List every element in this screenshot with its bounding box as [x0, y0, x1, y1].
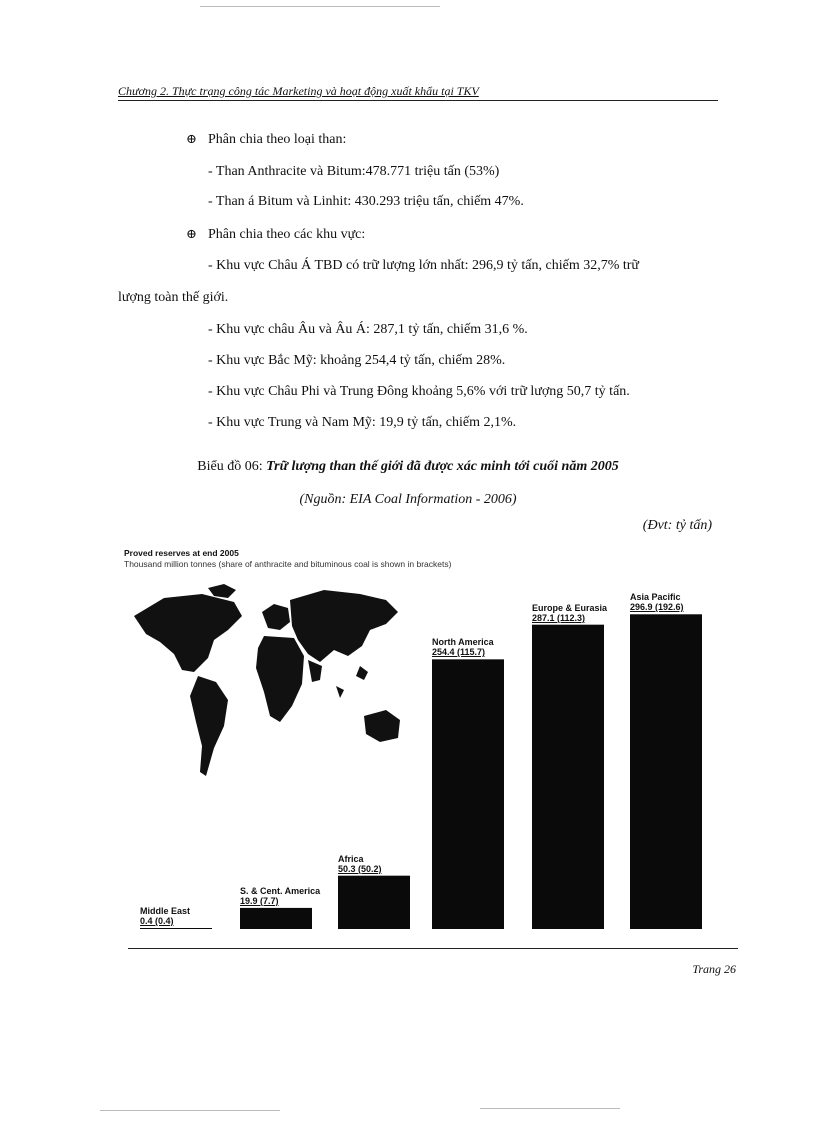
list-item: - Khu vực Châu Á TBD có trữ lượng lớn nhất: 296,9 tỷ tấn, chiếm 32,7% trữ [208, 258, 640, 273]
scan-artifact [480, 1108, 620, 1109]
section-heading: Phân chia theo loại than: [208, 132, 347, 147]
figure-label: Biểu đồ 06: [197, 459, 267, 474]
bar-value-label: 287.1 (112.3) [532, 612, 586, 623]
bar-label [240, 886, 320, 906]
bar-africa [338, 876, 410, 929]
page-number: Trang 26 [692, 962, 736, 976]
figure-source: (Nguồn: EIA Coal Information - 2006) [299, 492, 517, 507]
bar-value-label: 0.4 (0.4) [140, 916, 174, 926]
bar-value-label: 19.9 (7.7) [240, 895, 279, 906]
list-item: - Than Anthracite và Bitum:478.771 triệu tấn (53%) [208, 164, 500, 179]
bar-category-label: Europe & Eurasia [532, 602, 608, 613]
list-item: - Khu vực Bắc Mỹ: khoảng 254,4 tỷ tấn, chiếm 28%. [208, 353, 506, 368]
chart-title: Proved reserves at end 2005 [124, 548, 239, 558]
running-header: Chương 2. Thực trạng công tác Marketing và hoạt động xuất khẩu tại TKV [118, 84, 718, 101]
bar-label [338, 854, 382, 874]
bar-europe-eurasia [532, 625, 604, 929]
scan-artifact [100, 1110, 280, 1111]
list-item: - Khu vực Trung và Nam Mỹ: 19,9 tỷ tấn, chiếm 2,1%. [208, 415, 517, 430]
circle-cross-bullet-icon: ⊕ [186, 131, 197, 146]
bar-category-label: Asia Pacific [630, 592, 681, 603]
figure-caption [0, 459, 816, 475]
bar-asia-pacific [630, 614, 702, 929]
bar-category-label: Middle East [140, 906, 191, 916]
bar-label [432, 637, 494, 657]
bar-value-label: 50.3 (50.2) [338, 863, 382, 874]
list-item: - Khu vực Châu Phi và Trung Đông khoảng 5,6% với trữ lượng 50,7 tỷ tấn. [208, 384, 630, 399]
bar-label [140, 906, 190, 926]
circle-cross-bullet-icon: ⊕ [186, 226, 197, 241]
bar-label [532, 603, 607, 623]
bar-s-cent-america [240, 908, 312, 929]
bar-value-label: 296.9 (192.6) [630, 602, 684, 613]
chart-subtitle: Thousand million tonnes (share of anthracite and bituminous coal is shown in brackets) [124, 559, 452, 569]
footer-rule [128, 948, 738, 949]
bullet-coal-type [186, 131, 346, 148]
bar-category-label: S. & Cent. America [240, 885, 321, 896]
figure-unit: (Đvt: tỷ tấn) [642, 518, 712, 533]
reserves-chart [112, 548, 732, 933]
bar-category-label: Africa [338, 853, 364, 864]
list-item: - Khu vực châu Âu và Âu Á: 287,1 tỷ tấn, chiếm 31,6 %. [208, 322, 528, 337]
figure-title: Trữ lượng than thế giới đã được xác minh tới cuối năm 2005 [266, 459, 619, 474]
bar-middle-east [140, 928, 212, 929]
section-heading: Phân chia theo các khu vực: [208, 227, 366, 242]
list-item: - Than á Bitum và Linhit: 430.293 triệu tấn, chiếm 47%. [208, 194, 524, 209]
bar-value-label: 254.4 (115.7) [432, 647, 486, 658]
scan-artifact [200, 6, 440, 7]
bullet-region [186, 226, 365, 243]
bar-label [630, 592, 684, 612]
bar-category-label: North America [432, 637, 494, 648]
list-item-continuation: lượng toàn thế giới. [118, 290, 229, 305]
bar-north-america [432, 659, 504, 929]
